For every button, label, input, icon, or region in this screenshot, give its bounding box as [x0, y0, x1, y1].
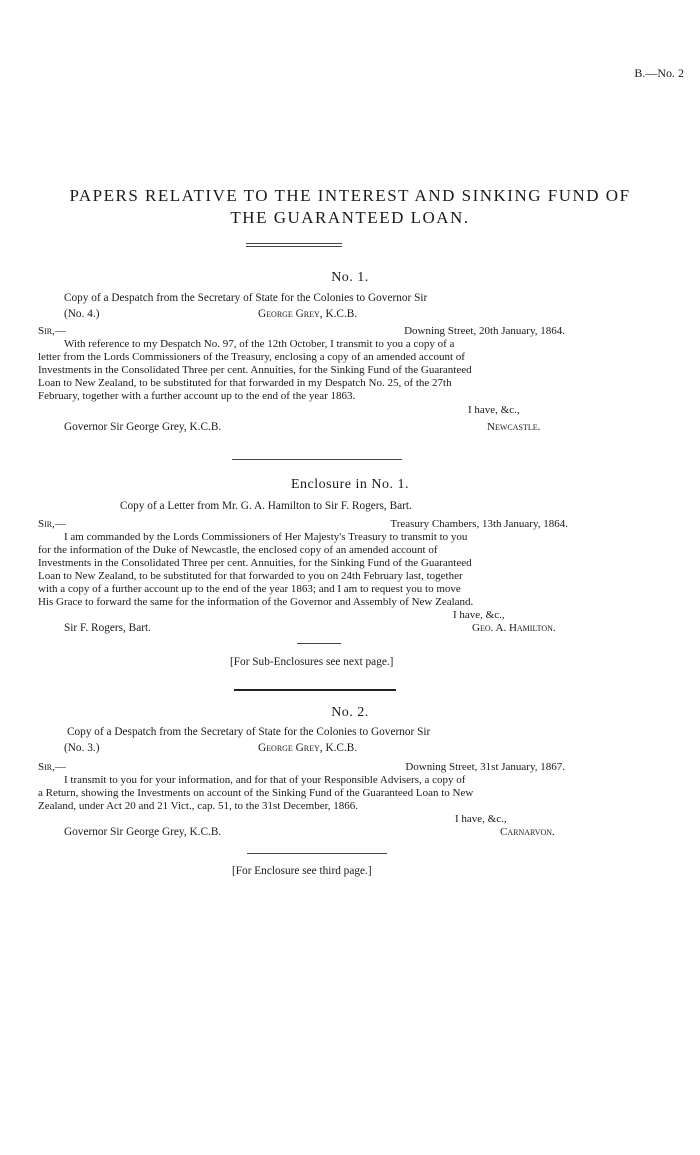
body-line: Loan to New Zealand, to be substituted for that forwarded in my Despatch No. 25, of the 27th [38, 377, 452, 389]
place-date: Downing Street, 20th January, 1864. [404, 325, 565, 337]
section-divider [247, 853, 387, 854]
body-line: I transmit to you for your information, and for that of your Responsible Advisers, a copy of [64, 774, 466, 786]
body-line: February, together with a further account up to the end of the year 1863. [38, 390, 356, 402]
addressee: Governor Sir George Grey, K.C.B. [64, 826, 222, 838]
salutation: Sir,— [38, 761, 66, 773]
body-line: Investments in the Consolidated Three per cent. Annuities, for the Sinking Fund of the Guaranteed [38, 364, 472, 376]
page-title-line-1: PAPERS RELATIVE TO THE INTEREST AND SINKING FUND OF [69, 186, 631, 205]
section-heading: Enclosure in No. 1. [291, 477, 409, 492]
signature-divider [297, 643, 341, 644]
body-line: Loan to New Zealand, to be substituted for that forwarded to you on 24th February last, together [38, 570, 463, 582]
title-divider [246, 246, 342, 247]
closing: I have, &c., [455, 813, 507, 825]
signature: Geo. A. Hamilton. [472, 622, 556, 634]
body-line: Zealand, under Act 20 and 21 Vict., cap. 51, to the 31st December, 1866. [38, 800, 359, 812]
section-divider [232, 459, 402, 460]
closing: I have, &c., [468, 404, 520, 416]
despatch-number: (No. 3.) [64, 742, 100, 754]
page-title-line-2: THE GUARANTEED LOAN. [230, 208, 470, 227]
body-line: letter from the Lords Commissioners of the Treasury, enclosing a copy of an amended account of [38, 351, 465, 363]
addressee: Governor Sir George Grey, K.C.B. [64, 421, 222, 433]
salutation: Sir,— [38, 325, 66, 337]
body-line: with a copy of a further account up to the end of the year 1863; and I am to request you to move [38, 583, 461, 595]
section-heading: No. 1. [331, 270, 369, 285]
despatch-number: (No. 4.) [64, 308, 100, 320]
signature: Carnarvon. [500, 826, 555, 838]
enclosure-note: [For Sub-Enclosures see next page.] [230, 656, 394, 668]
despatch-caption: Copy of a Despatch from the Secretary of State for the Colonies to Governor Sir [64, 292, 428, 304]
body-line: I am commanded by the Lords Commissioners of Her Majesty's Treasury to transmit to you [64, 531, 468, 543]
section-divider [234, 689, 396, 691]
document-reference: B.—No. 2 [634, 66, 684, 80]
section-heading: No. 2. [331, 705, 369, 720]
signature: Newcastle. [487, 421, 541, 433]
place-date: Treasury Chambers, 13th January, 1864. [390, 518, 568, 530]
place-date: Downing Street, 31st January, 1867. [405, 761, 565, 773]
closing: I have, &c., [453, 609, 505, 621]
body-line: Investments in the Consolidated Three per cent. Annuities, for the Sinking Fund of the Guaranteed [38, 557, 472, 569]
body-line: for the information of the Duke of Newcastle, the enclosed copy of an amended account of [38, 544, 438, 556]
addressee: Sir F. Rogers, Bart. [64, 622, 151, 634]
despatch-caption: Copy of a Despatch from the Secretary of State for the Colonies to Governor Sir [67, 726, 431, 738]
body-line: His Grace to forward the same for the information of the Governor and Assembly of New Zealand. [38, 596, 474, 608]
despatch-recipient: George Grey, K.C.B. [258, 308, 358, 320]
body-line: a Return, showing the Investments on account of the Sinking Fund of the Guaranteed Loan to New [38, 787, 474, 799]
body-line: With reference to my Despatch No. 97, of the 12th October, I transmit to you a copy of a [64, 338, 455, 350]
letter-caption: Copy of a Letter from Mr. G. A. Hamilton to Sir F. Rogers, Bart. [120, 500, 412, 512]
salutation: Sir,— [38, 518, 66, 530]
enclosure-note: [For Enclosure see third page.] [232, 865, 372, 877]
title-divider [246, 243, 342, 244]
despatch-recipient: George Grey, K.C.B. [258, 742, 358, 754]
